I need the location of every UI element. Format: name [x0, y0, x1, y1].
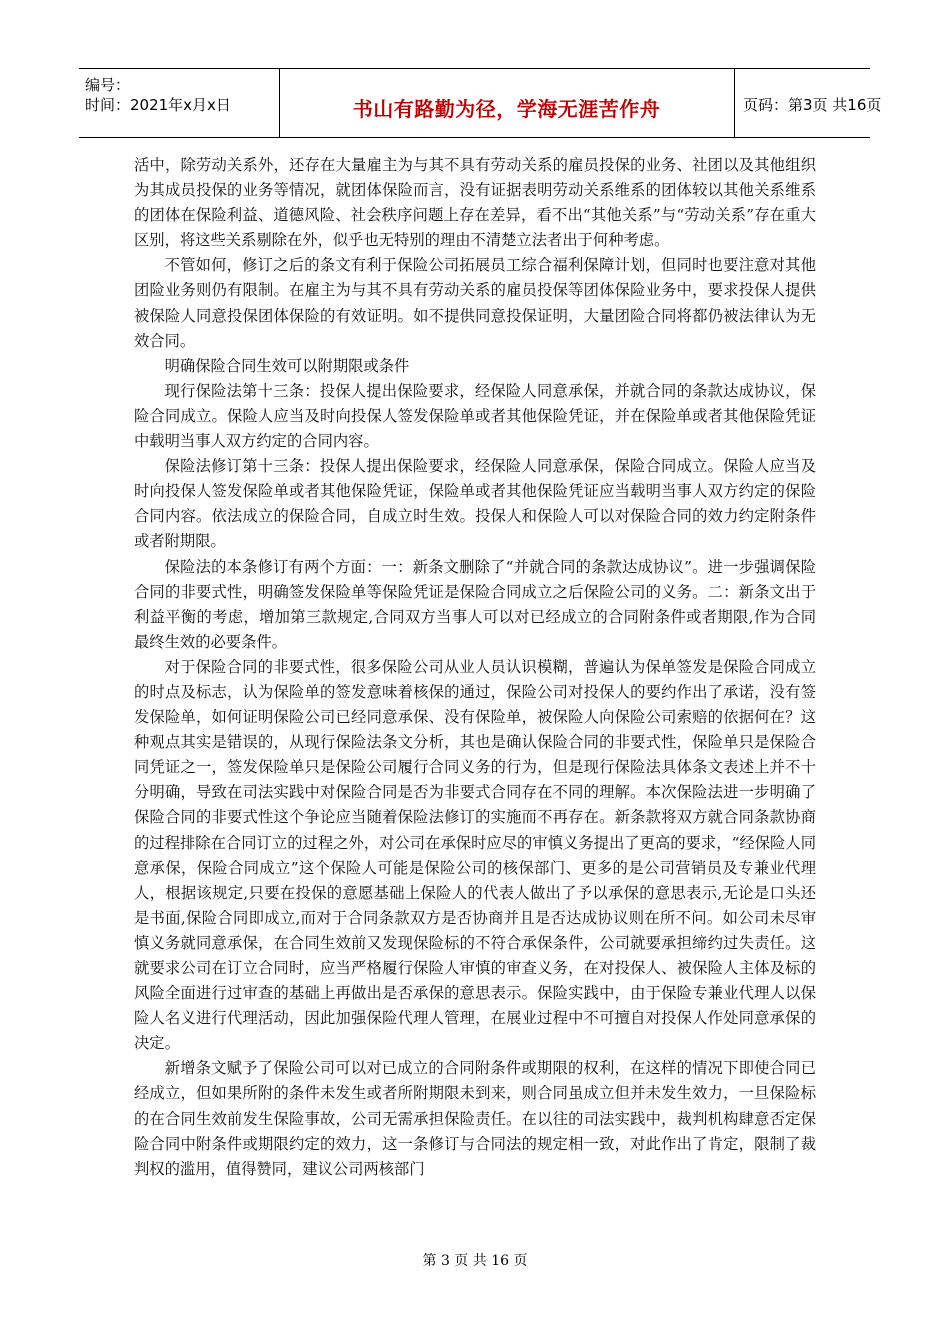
body-paragraph: 新增条文赋予了保险公司可以对已成立的合同附条件或期限的权利，在这样的情况下即使合同已经成立，但如果所附的条件未发生或者所附期限未到来，则合同虽成立但并未发生效力，一旦保险标的在合同生效前发生保险事故，公司无需承担保险责任。在以往的司法实践中，裁判机构肆意否定保险合同中附条件或期限约定的效力，这一条修订与合同法的规定相一致，对此作出了肯定，限制了裁判权的滥用，值得赞同，建议公司两核部门 [134, 1059, 816, 1178]
header-motto: 书山有路勤为径，学海无涯苦作舟 [352, 97, 661, 121]
header-page-cell [735, 69, 882, 137]
header-info-cell [79, 69, 280, 137]
body-paragraph: 保险法修订第十三条：投保人提出保险要求，经保险人同意承保，保险合同成立。保险人应当及时向投保人签发保险单或者其他保险凭证，保险单或者其他保险凭证应当载明当事人双方约定的保险合同内容。依法成立的保险合同，自成立时生效。投保人和保险人可以对保险合同的效力约定附条件或者附期限。 [134, 457, 816, 551]
document-number-label: 编号： [85, 76, 131, 94]
section-heading: 明确保险合同生效可以附期限或条件 [164, 356, 410, 375]
document-body [134, 153, 816, 1182]
document-time-label: 时间：2021年x月x日 [85, 96, 231, 114]
body-paragraph: 不管如何，修订之后的条文有利于保险公司拓展员工综合福利保障计划，但同时也要注意对其他团险业务则仍有限制。在雇主为与其不具有劳动关系的雇员投保等团体保险业务中，要求投保人提供被保险人同意投保团体保险的有效证明。如不提供同意投保证明，大量团险合同将都仍被法律认为无效合同。 [134, 256, 816, 350]
header-motto-cell [279, 69, 735, 137]
page-header [79, 68, 882, 138]
body-paragraph: 对于保险合同的非要式性，很多保险公司从业人员认识模糊，普遍认为保单签发是保险合同成立的时点及标志，认为保险单的签发意味着核保的通过，保险公司对投保人的要约作出了承诺，没有签发保险单，如何证明保险公司已经同意承保、没有保险单，被保险人向保险公司索赔的依据何在？这种观点其实是错误的，从现行保险法条文分析，其也是确认保险合同的非要式性，保险单只是保险合同凭证之一，签发保险单只是保险公司履行合同义务的行为，但是现行保险法具体条文表述上并不十分明确，导致在司法实践中对保险合同是否为非要式合同存在不同的理解。本次保险法进一步明确了保险合同的非要式性这个争论应当随着保险法修订的实施而不再存在。新条款将双方就合同条款协商的过程排除在合同订立的过程之外，对公司在承保时应尽的审慎义务提出了更高的要求，“经保险人同意承保，保险合同成立”这个保险人可能是保险公司的核保部门、更多的是公司营销员及专兼业代理人，根据该规定,只要在投保的意愿基础上保险人的代表人做出了予以承保的意思表示,无论是口头还是书面,保险合同即成立,而对于合同条款双方是否协商并且是否达成协议则在所不问。如公司未尽审慎义务就同意承保，在合同生效前又发现保险标的不符合承保条件，公司就要承担缔约过失责任。这就要求公司在订立合同时，应当严格履行保险人审慎的审查义务，在对投保人、被保险人主体及标的风险全面进行过审查的基础上再做出是否承保的意思表示。保险实践中，由于保险专兼业代理人以保险人名义进行代理活动，因此加强保险代理人管理，在展业过程中不可擅自对投保人作处同意承保的决定。 [134, 657, 816, 1053]
page-footer: 第 3 页 共 16 页 [422, 1253, 528, 1269]
body-paragraph: 保险法的本条修订有两个方面：一：新条文删除了“并就合同的条款达成协议”。进一步强调保险合同的非要式性，明确签发保险单等保险凭证是保险合同成立之后保险公司的义务。二：新条文出于利益平衡的考虑，增加第三款规定,合同双方当事人可以对已经成立的合同附条件或者期限,作为合同最终生效的必要条件。 [134, 557, 816, 651]
body-paragraph: 现行保险法第十三条：投保人提出保险要求，经保险人同意承保，并就合同的条款达成协议，保险合同成立。保险人应当及时向投保人签发保险单或者其他保险凭证，并在保险单或者其他保险凭证中载明当事人双方约定的合同内容。 [134, 381, 816, 451]
header-page-number: 页码：第3页 共16页 [743, 96, 882, 114]
body-paragraph: 活中，除劳动关系外，还存在大量雇主为与其不具有劳动关系的雇员投保的业务、社团以及其他组织为其成员投保的业务等情况，就团体保险而言，没有证据表明劳动关系维系的团体较以其他关系维系的团体在保险利益、道德风险、社会秩序问题上存在差异，看不出“其他关系”与“劳动关系”存在重大区别，将这些关系剔除在外，似乎也无特别的理由不清楚立法者出于何种考虑。 [134, 156, 816, 250]
